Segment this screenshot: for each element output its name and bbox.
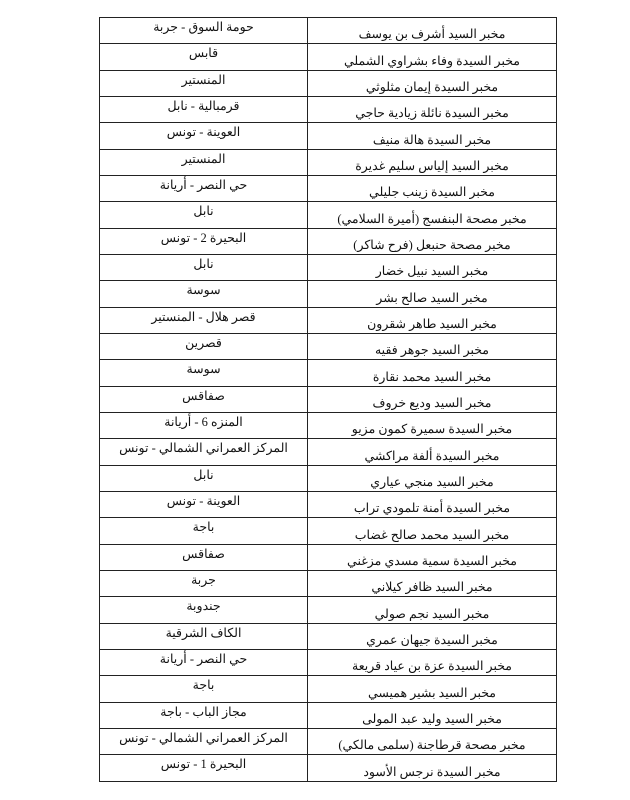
lab-name-cell: مخبر السيد جوهر فقيه bbox=[308, 333, 557, 359]
lab-name-cell: مخبر السيد نجم صولي bbox=[308, 597, 557, 623]
lab-location-cell: البحيرة 2 - تونس bbox=[100, 228, 308, 254]
lab-name-cell: مخبر السيد إلياس سليم غديرة bbox=[308, 149, 557, 175]
lab-location-cell: جربة bbox=[100, 570, 308, 596]
labs-table-body bbox=[100, 18, 557, 782]
lab-name-cell: مخبر السيدة نرجس الأسود bbox=[308, 755, 557, 781]
lab-name-cell: مخبر السيدة ألفة مراكشي bbox=[308, 439, 557, 465]
lab-name-cell: مخبر السيد محمد صالح غضاب bbox=[308, 518, 557, 544]
table-row bbox=[100, 649, 557, 675]
table-row bbox=[100, 755, 557, 781]
lab-location-cell: صفاقس bbox=[100, 544, 308, 570]
table-row bbox=[100, 412, 557, 438]
lab-location-cell: الكاف الشرقية bbox=[100, 623, 308, 649]
lab-location-cell: حي النصر - أريانة bbox=[100, 649, 308, 675]
table-row bbox=[100, 570, 557, 596]
lab-location-cell: مجاز الباب - باجة bbox=[100, 702, 308, 728]
lab-name-cell: مخبر السيدة نائلة زيادية حاجي bbox=[308, 96, 557, 122]
table-row bbox=[100, 70, 557, 96]
lab-name-cell: مخبر مصحة حنبعل (فرح شاكر) bbox=[308, 228, 557, 254]
lab-location-cell: نابل bbox=[100, 465, 308, 491]
lab-name-cell: مخبر السيدة سمية مسدي مزغني bbox=[308, 544, 557, 570]
lab-name-cell: مخبر مصحة البنفسج (أميرة السلامي) bbox=[308, 202, 557, 228]
lab-location-cell: قرمبالية - نابل bbox=[100, 96, 308, 122]
lab-location-cell: سوسة bbox=[100, 360, 308, 386]
table-row bbox=[100, 491, 557, 517]
lab-name-cell: مخبر السيد وديع خروف bbox=[308, 386, 557, 412]
table-row bbox=[100, 623, 557, 649]
lab-location-cell: العوينة - تونس bbox=[100, 123, 308, 149]
table-row bbox=[100, 702, 557, 728]
table-row bbox=[100, 518, 557, 544]
table-row bbox=[100, 96, 557, 122]
table-row bbox=[100, 676, 557, 702]
lab-location-cell: باجة bbox=[100, 676, 308, 702]
lab-name-cell: مخبر السيد طاهر شقرون bbox=[308, 307, 557, 333]
table-row bbox=[100, 728, 557, 754]
table-row bbox=[100, 307, 557, 333]
lab-name-cell: مخبر السيدة إيمان مثلوثي bbox=[308, 70, 557, 96]
table-row bbox=[100, 202, 557, 228]
table-row bbox=[100, 254, 557, 280]
lab-name-cell: مخبر السيد منجي عياري bbox=[308, 465, 557, 491]
lab-name-cell: مخبر السيدة جيهان عمري bbox=[308, 623, 557, 649]
lab-name-cell: مخبر مصحة قرطاجنة (سلمى مالكي) bbox=[308, 728, 557, 754]
lab-location-cell: نابل bbox=[100, 202, 308, 228]
lab-name-cell: مخبر السيدة هالة منيف bbox=[308, 123, 557, 149]
labs-table-container bbox=[99, 17, 557, 782]
lab-location-cell: المنستير bbox=[100, 149, 308, 175]
lab-location-cell: العوينة - تونس bbox=[100, 491, 308, 517]
lab-name-cell: مخبر السيد وليد عبد المولى bbox=[308, 702, 557, 728]
lab-location-cell: المركز العمراني الشمالي - تونس bbox=[100, 728, 308, 754]
lab-location-cell: حومة السوق - جربة bbox=[100, 18, 308, 44]
lab-location-cell: المنستير bbox=[100, 70, 308, 96]
table-row bbox=[100, 228, 557, 254]
lab-location-cell: نابل bbox=[100, 254, 308, 280]
table-row bbox=[100, 149, 557, 175]
table-row bbox=[100, 597, 557, 623]
lab-name-cell: مخبر السيدة سميرة كمون مزيو bbox=[308, 412, 557, 438]
lab-name-cell: مخبر السيدة أمنة تلمودي تراب bbox=[308, 491, 557, 517]
table-row bbox=[100, 18, 557, 44]
lab-location-cell: باجة bbox=[100, 518, 308, 544]
lab-location-cell: صفاقس bbox=[100, 386, 308, 412]
lab-name-cell: مخبر السيد صالح بشر bbox=[308, 281, 557, 307]
labs-table bbox=[99, 17, 557, 782]
lab-name-cell: مخبر السيدة وفاء بشراوي الشملي bbox=[308, 44, 557, 70]
table-row bbox=[100, 123, 557, 149]
lab-location-cell: البحيرة 1 - تونس bbox=[100, 755, 308, 781]
lab-location-cell: المنزه 6 - أريانة bbox=[100, 412, 308, 438]
table-row bbox=[100, 386, 557, 412]
table-row bbox=[100, 175, 557, 201]
lab-name-cell: مخبر السيد نبيل خضار bbox=[308, 254, 557, 280]
lab-name-cell: مخبر السيد بشير هميسي bbox=[308, 676, 557, 702]
lab-location-cell: جندوبة bbox=[100, 597, 308, 623]
table-row bbox=[100, 465, 557, 491]
table-row bbox=[100, 360, 557, 386]
table-row bbox=[100, 544, 557, 570]
lab-location-cell: حي النصر - أريانة bbox=[100, 175, 308, 201]
lab-location-cell: سوسة bbox=[100, 281, 308, 307]
lab-name-cell: مخبر السيد أشرف بن يوسف bbox=[308, 18, 557, 44]
lab-name-cell: مخبر السيدة زينب جليلي bbox=[308, 175, 557, 201]
lab-location-cell: المركز العمراني الشمالي - تونس bbox=[100, 439, 308, 465]
table-row bbox=[100, 439, 557, 465]
table-row bbox=[100, 44, 557, 70]
lab-name-cell: مخبر السيد محمد نقارة bbox=[308, 360, 557, 386]
lab-location-cell: قابس bbox=[100, 44, 308, 70]
lab-location-cell: قصرين bbox=[100, 333, 308, 359]
lab-location-cell: قصر هلال - المنستير bbox=[100, 307, 308, 333]
lab-name-cell: مخبر السيدة عزة بن عياد قريعة bbox=[308, 649, 557, 675]
table-row bbox=[100, 281, 557, 307]
lab-name-cell: مخبر السيد ظافر كيلاني bbox=[308, 570, 557, 596]
table-row bbox=[100, 333, 557, 359]
